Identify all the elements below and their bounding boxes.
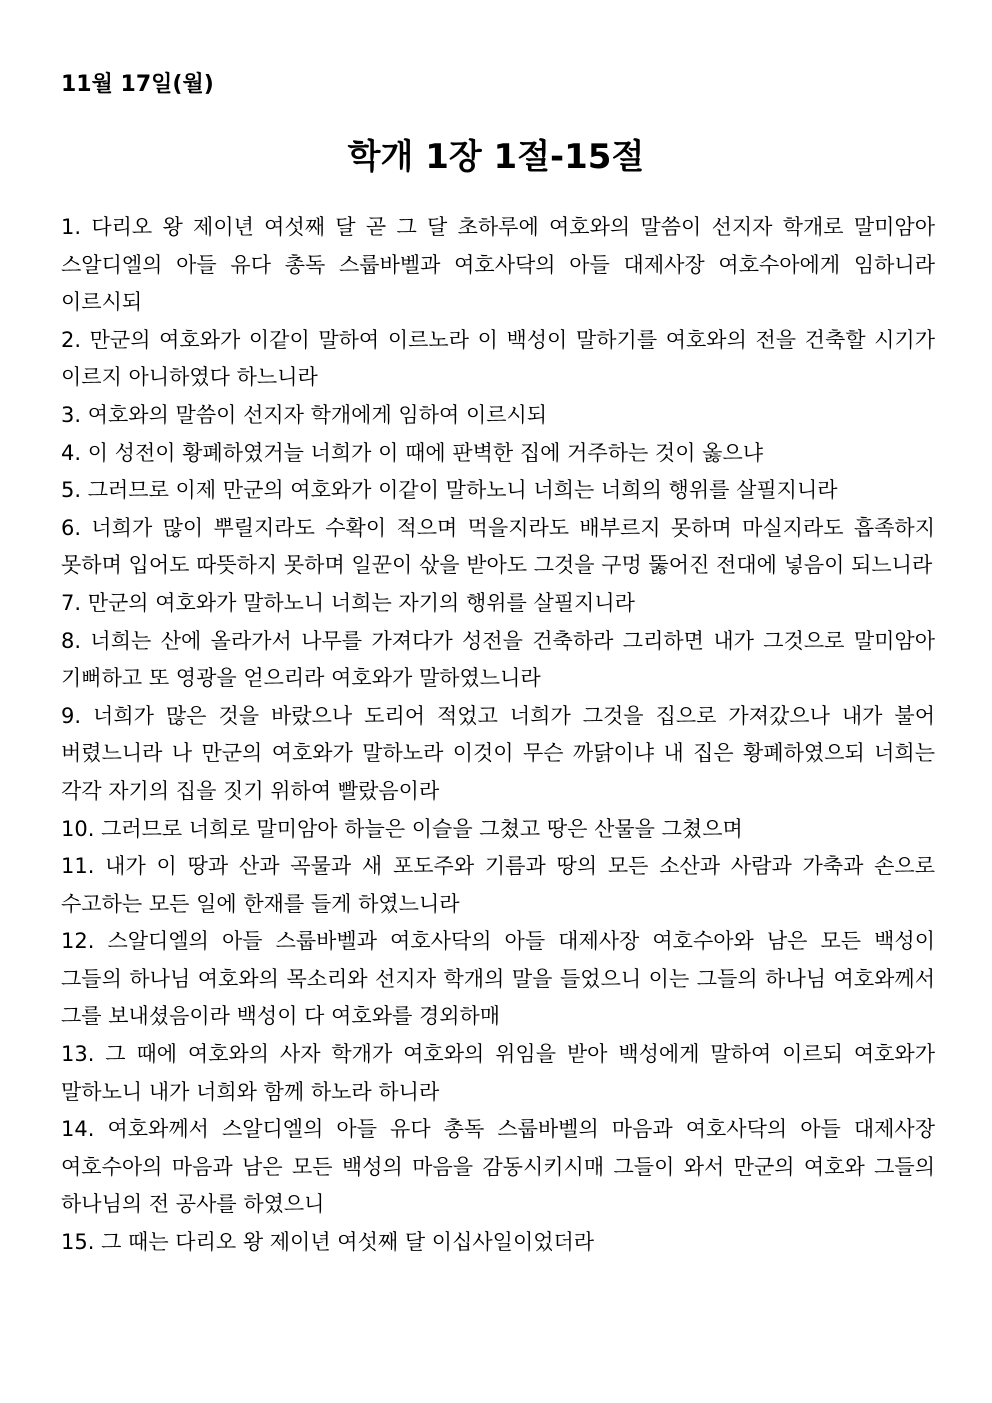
verse-5: 5. 그러므로 이제 만군의 여호와가 이같이 말하노니 너희는 너희의 행위를 살필지니라 xyxy=(61,478,838,503)
verse-13: 13. 그 때에 여호와의 사자 학개가 여호와의 위임을 받아 백성에게 말하여 이르되 여호와가 말하노니 내가 너희와 함께 하노라 하니라 xyxy=(61,1042,935,1104)
verse-9: 9. 너희가 많은 것을 바랐으나 도리어 적었고 너희가 그것을 집으로 가져갔으나 내가 불어 버렸느니라 나 만군의 여호와가 말하노라 이것이 무슨 까닭이냐 내 집은 황폐하였으되 너희는 각각 자기의 집을 짓기 위하여 빨랐음이라 xyxy=(61,703,935,803)
date-header: 11월 17일(월) xyxy=(61,72,214,97)
page-title: 학개 1장 1절-15절 xyxy=(347,137,645,177)
verse-2: 2. 만군의 여호와가 이같이 말하여 이르노라 이 백성이 말하기를 여호와의 전을 건축할 시기가 이르지 아니하였다 하느니라 xyxy=(61,327,935,390)
verse-6: 6. 너희가 많이 뿌릴지라도 수확이 적으며 먹을지라도 배부르지 못하며 마실지라도 흡족하지 못하며 입어도 따뜻하지 못하며 일꾼이 삯을 받아도 그것을 구멍 뚫어진 전대에 넣음이 되느니라 xyxy=(61,515,935,578)
verse-11: 11. 내가 이 땅과 산과 곡물과 새 포도주와 기름과 땅의 모든 소산과 사람과 가축과 손으로 수고하는 모든 일에 한재를 들게 하였느니라 xyxy=(61,854,935,916)
verse-14: 14. 여호와께서 스알디엘의 아들 유다 총독 스룹바벨의 마음과 여호사닥의 아들 대제사장 여호수아의 마음과 남은 모든 백성의 마음을 감동시키시매 그들이 와서 만군의 여호와 그들의 하나님의 전 공사를 하였으니 xyxy=(61,1117,935,1217)
verse-8: 8. 너희는 산에 올라가서 나무를 가져다가 성전을 건축하라 그리하면 내가 그것으로 말미암아 기뻐하고 또 영광을 얻으리라 여호와가 말하였느니라 xyxy=(61,628,935,691)
verse-12: 12. 스알디엘의 아들 스룹바벨과 여호사닥의 아들 대제사장 여호수아와 남은 모든 백성이 그들의 하나님 여호와의 목소리와 선지자 학개의 말을 들었으니 이는 그들의 하나님 여호와께서 그를 보내셨음이라 백성이 다 여호와를 경외하매 xyxy=(61,929,935,1029)
verse-3: 3. 여호와의 말씀이 선지자 학개에게 임하여 이르시되 xyxy=(61,402,548,427)
verse-7: 7. 만군의 여호와가 말하노니 너희는 자기의 행위를 살필지니라 xyxy=(61,590,635,615)
verse-15: 15. 그 때는 다리오 왕 제이년 여섯째 달 이십사일이었더라 xyxy=(61,1230,595,1255)
verse-4: 4. 이 성전이 황폐하였거늘 너희가 이 때에 판벽한 집에 거주하는 것이 옳으냐 xyxy=(61,440,764,465)
verse-1: 1. 다리오 왕 제이년 여섯째 달 곧 그 달 초하루에 여호와의 말씀이 선지자 학개로 말미암아 스알디엘의 아들 유다 총독 스룹바벨과 여호사닥의 아들 대제사장 여호수아에게 임하니라 이르시되 xyxy=(61,215,935,315)
verse-list xyxy=(61,209,935,1262)
verse-10: 10. 그러므로 너희로 말미암아 하늘은 이슬을 그쳤고 땅은 산물을 그쳤으며 xyxy=(61,816,743,841)
